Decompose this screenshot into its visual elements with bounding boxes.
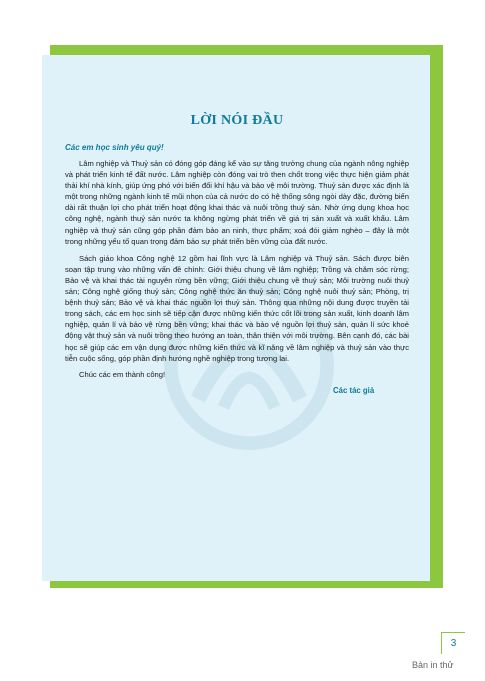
paragraph-1: Lâm nghiệp và Thuỷ sản có đóng góp đáng kể vào sự tăng trưởng chung của ngành nông nghiệp và phát triển kinh tế đất nước. Lâm nghiệp còn đóng vai trò then chốt trong việc thực hiện giảm phát thải khí nhà kính, giúp ứng phó với biến đổi khí hậu và bảo vệ môi trường. Thuỷ sản được xác định là một trong những ngành kinh tế mũi nhọn của cả nước do có hệ thống sông ngòi dày đặc, đường biển dài rất thuận lợi cho phát triển hoạt động khai thác và nuôi trồng thuỷ sản. Nhờ ứng dụng khoa học công nghệ, ngành thuỷ sản nước ta không ngừng phát triển về giá trị sản xuất và xuất khẩu. Lâm nghiệp và thuỷ sản cũng góp phần đảm bảo an ninh, thực phẩm; xoá đói giảm nghèo – đây là một trong những yếu tố quan trọng đảm bảo sự phát triển bền vững của đất nước. xyxy=(65,159,409,246)
page-title: LỜI NÓI ĐẦU xyxy=(190,113,284,128)
closing-line: Chúc các em thành công! xyxy=(79,369,166,379)
paragraph-2: Sách giáo khoa Công nghệ 12 gồm hai lĩnh vực là Lâm nghiệp và Thuỷ sản. Sách được biên soạn tập trung vào những vấn đề chính: Giới thiệu chung về lâm nghiệp; Trồng và chăm sóc rừng; Bảo vệ và khai thác tài nguyên rừng bền vững; Giới thiệu chung về thuỷ sản; Môi trường nuôi thuỷ sản; Công nghệ giống thuỷ sản; Công nghệ thức ăn thuỷ sản; Công nghệ nuôi thuỷ sản; Phòng, trị bệnh thuỷ sản; Bảo vệ và khai thác nguồn lợi thuỷ sản. Thông qua những nội dung được truyền tải trong sách, các em học sinh sẽ tiếp cận được những kiến thức cốt lõi trong sản xuất, kinh doanh lâm nghiệp, quản lí và bảo vệ rừng bền vững; khai thác và bảo vệ nguồn lợi thuỷ sản, quản lí sức khoẻ động vật thuỷ sản và nuôi trồng theo hướng an toàn, thân thiện với môi trường. Bên cạnh đó, các bài học sẽ giúp các em vận dụng được những kiến thức và kĩ năng về lâm nghiệp và thuỷ sản vào thực tiễn cuộc sống, góp phần định hướng nghề nghiệp trong tương lai. xyxy=(65,253,409,363)
signature-wrap xyxy=(65,386,409,395)
signature: Các tác giả xyxy=(333,385,375,395)
draft-stamp: Bản in thử xyxy=(412,660,454,670)
preface-panel xyxy=(42,55,430,581)
page-number: 3 xyxy=(441,632,465,654)
greeting: Các em học sinh yêu quý! xyxy=(65,143,164,152)
preface-content xyxy=(65,55,409,395)
